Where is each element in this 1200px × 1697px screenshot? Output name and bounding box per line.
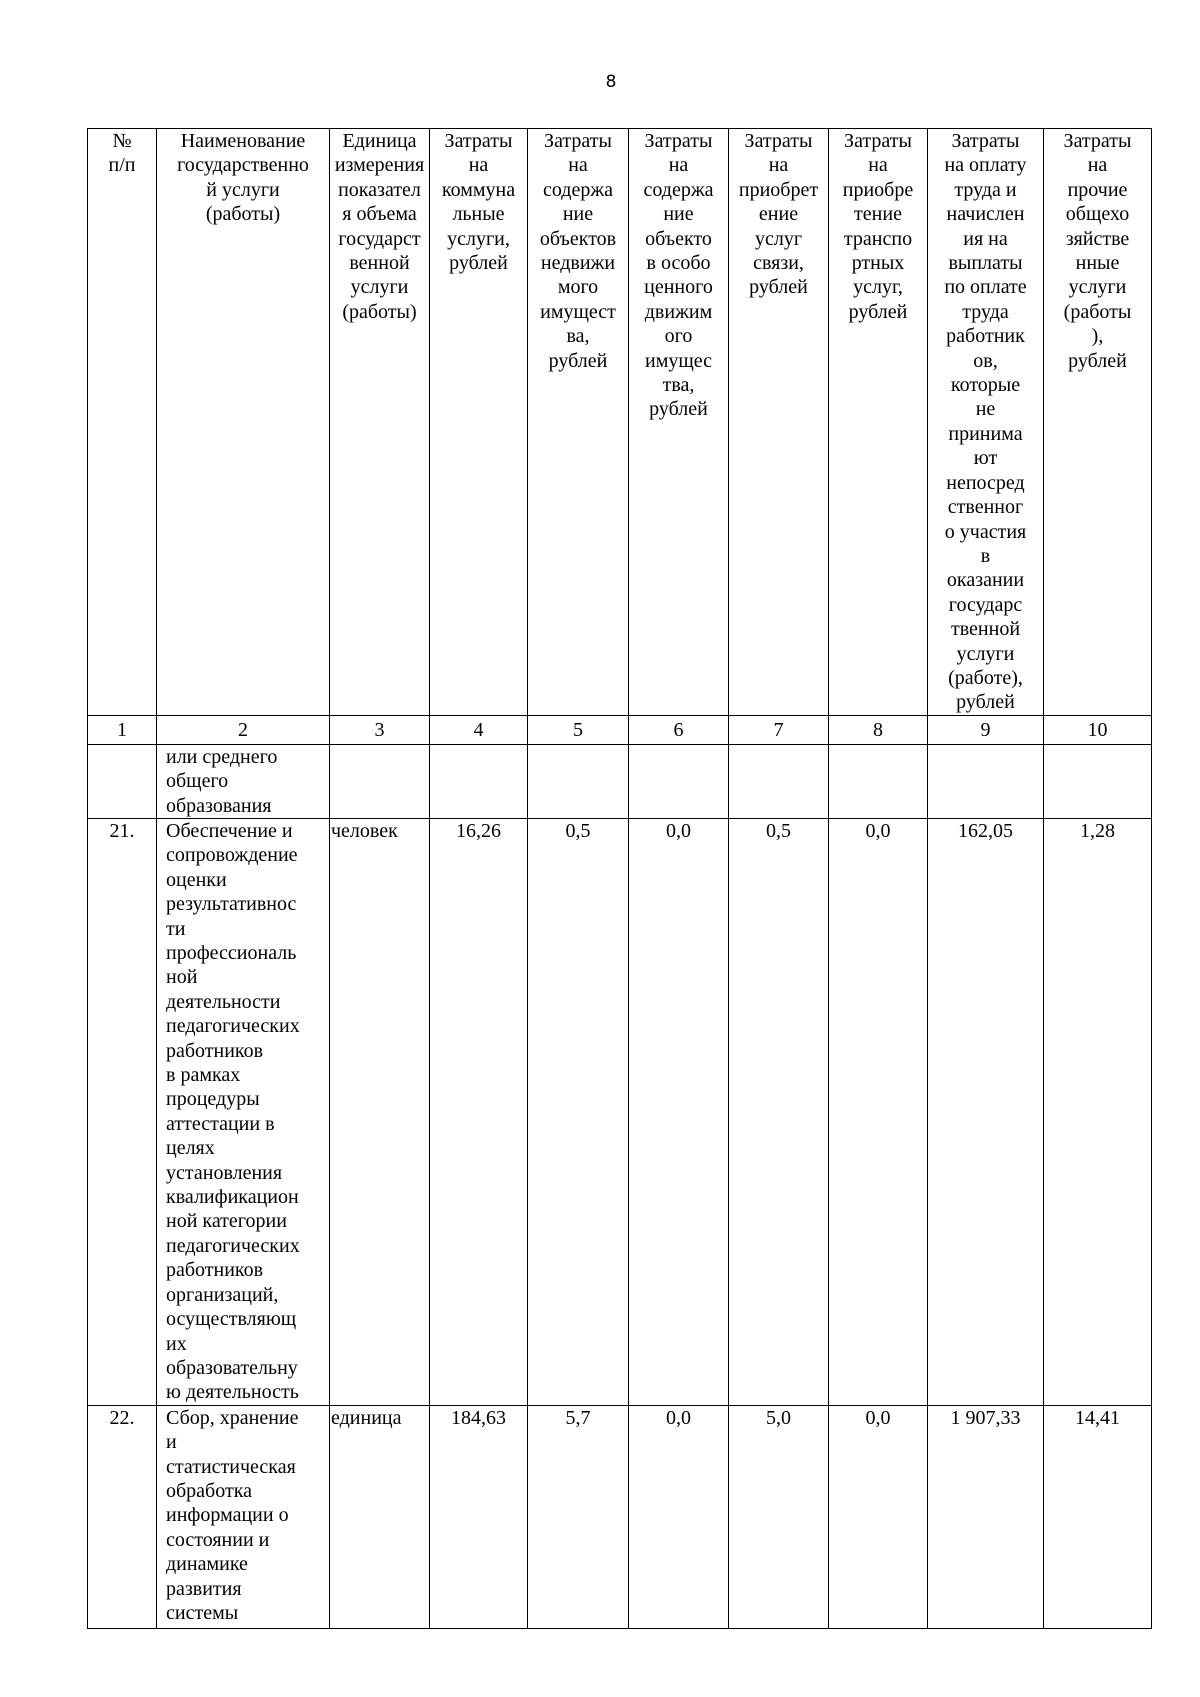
movable-property-cost: 0,0 <box>629 818 729 1405</box>
other-cost: 14,41 <box>1044 1405 1152 1628</box>
header-text: Затраты на прочие общехо зяйстве нные услуги (работы ), рублей <box>1063 130 1132 372</box>
unit-cell: человек <box>330 818 430 1405</box>
column-number: 9 <box>928 715 1044 744</box>
unit-cell: единица <box>330 1405 430 1628</box>
other-cost: 1,28 <box>1044 818 1152 1405</box>
other-cost <box>1044 744 1152 818</box>
column-number: 3 <box>330 715 430 744</box>
transport-cost: 0,0 <box>829 818 928 1405</box>
cost-table <box>87 128 1152 1629</box>
utilities-cost: 16,26 <box>430 818 528 1405</box>
real-estate-cost: 5,7 <box>528 1405 629 1628</box>
header-text: Затраты на содержа ние объекто в особо ценного движим ого имущес тва, рублей <box>643 130 714 421</box>
header-text: Единица измерения показател я объема государст венной услуги (работы) <box>334 130 425 323</box>
header-cell-other <box>1044 129 1152 716</box>
header-text: Затраты на содержа ние объектов недвижи мого имущест ва, рублей <box>539 130 617 372</box>
real-estate-cost <box>528 744 629 818</box>
header-cell-labor <box>928 129 1044 716</box>
utilities-cost <box>430 744 528 818</box>
header-text: № п/п <box>108 130 136 177</box>
service-name-text: Обеспечение и сопровождение оценки результативнос ти профессиональ ной деятельности педагогических работников в рамках процедуры аттестации в целях установления квалификацион ной категории педагогических работников организаций, осуществляющ их образовательну ю деятельность <box>166 819 300 1404</box>
labor-cost: 162,05 <box>928 818 1044 1405</box>
header-text: Затраты на приобрет ение услуг связи, рублей <box>738 130 819 299</box>
movable-property-cost: 0,0 <box>629 1405 729 1628</box>
communication-cost: 5,0 <box>729 1405 829 1628</box>
transport-cost: 0,0 <box>829 1405 928 1628</box>
unit-cell <box>330 744 430 818</box>
table-row <box>88 744 1152 818</box>
movable-property-cost <box>629 744 729 818</box>
row-number <box>88 744 157 818</box>
communication-cost <box>729 744 829 818</box>
column-number: 4 <box>430 715 528 744</box>
header-cell-utilities <box>430 129 528 716</box>
header-text: Затраты на приобре тение транспо ртных услуг, рублей <box>842 130 914 323</box>
communication-cost: 0,5 <box>729 818 829 1405</box>
transport-cost <box>829 744 928 818</box>
table-row <box>88 1405 1152 1628</box>
service-name <box>157 818 330 1405</box>
table-header-row <box>88 129 1152 716</box>
header-cell-real-estate <box>528 129 629 716</box>
header-cell-unit <box>330 129 430 716</box>
header-cell-transport <box>829 129 928 716</box>
column-number: 6 <box>629 715 729 744</box>
labor-cost: 1 907,33 <box>928 1405 1044 1628</box>
service-name <box>157 1405 330 1628</box>
service-name <box>157 744 330 818</box>
labor-cost <box>928 744 1044 818</box>
header-cell-service-name <box>157 129 330 716</box>
column-number: 7 <box>729 715 829 744</box>
header-text: Затраты на оплату труда и начислен ия на выплаты по оплате труда работник ов, которые не принима ют непосред ственног о участия в оказании государс твенной услуги (работе), рублей <box>944 130 1027 714</box>
column-number: 8 <box>829 715 928 744</box>
header-cell-communication <box>729 129 829 716</box>
column-number: 1 <box>88 715 157 744</box>
row-number: 22. <box>88 1405 157 1628</box>
utilities-cost: 184,63 <box>430 1405 528 1628</box>
real-estate-cost: 0,5 <box>528 818 629 1405</box>
header-cell-number <box>88 129 157 716</box>
service-name-text: Сбор, хранение и статистическая обработка информации о состоянии и динамике развития системы <box>166 1406 299 1624</box>
service-name-text: или среднего общего образования <box>166 745 278 817</box>
column-number: 5 <box>528 715 629 744</box>
header-text: Наименование государственно й услуги (работы) <box>177 130 309 226</box>
table-row <box>88 818 1152 1405</box>
header-text: Затраты на коммуна льные услуги, рублей <box>441 130 516 275</box>
column-number: 10 <box>1044 715 1152 744</box>
header-cell-movable-property <box>629 129 729 716</box>
column-number: 2 <box>157 715 330 744</box>
column-number-row <box>88 715 1152 744</box>
row-number: 21. <box>88 818 157 1405</box>
page-number: 8 <box>605 72 617 92</box>
